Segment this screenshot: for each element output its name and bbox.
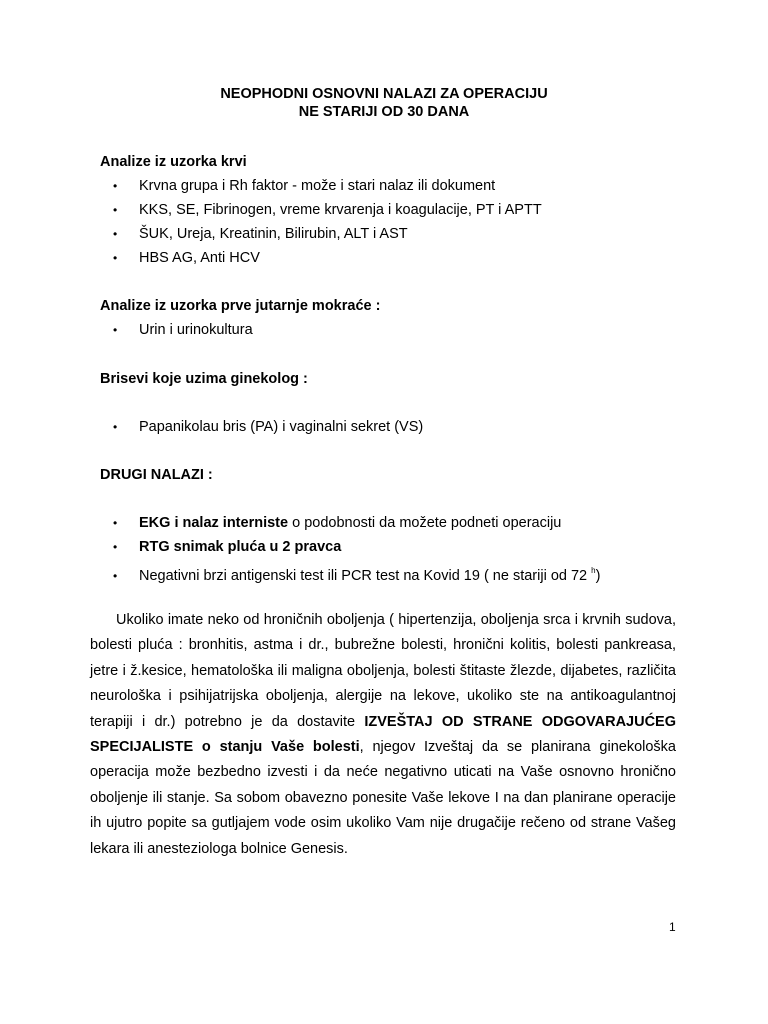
bullet-icon: • bbox=[113, 540, 118, 554]
list-item-bold-text: RTG snimak pluća u 2 pravca bbox=[139, 539, 342, 555]
list-item-text: Negativni brzi antigenski test ili PCR test na Kovid 19 ( ne stariji od 72 bbox=[139, 568, 592, 584]
list-item bbox=[113, 321, 253, 339]
document-title-line-2: NE STARIJI OD 30 DANA bbox=[298, 104, 470, 120]
urine-analysis-heading: Analize iz uzorka prve jutarnje mokraće : bbox=[100, 298, 381, 314]
list-item-text: o podobnosti da možete podneti operaciju bbox=[288, 515, 562, 531]
list-item-text: Urin i urinokultura bbox=[139, 322, 253, 338]
list-item-text-end: ) bbox=[595, 568, 601, 584]
bullet-icon: • bbox=[113, 203, 118, 217]
chronic-conditions-paragraph bbox=[90, 608, 676, 862]
bullet-icon: • bbox=[113, 516, 118, 530]
list-item bbox=[113, 201, 542, 219]
paragraph-text-continued: , njegov Izveštaj da se planirana ginekološka operacija može bezbedno izvesti i da neće negativno uticati na Vaše osnovno hronično oboljenje ili stanje. Sa sobom obavezno ponesite Vaše lekove I na dan planirane operacije ih ujutro popite sa gutljajem vode osim ukoliko Vam nije drugačije rečeno od strane Vašeg lekara ili anesteziologa bolnice Genesis. bbox=[90, 739, 676, 857]
list-item-text: Papanikolau bris (PA) i vaginalni sekret (VS) bbox=[139, 419, 424, 435]
list-item bbox=[113, 177, 495, 195]
other-findings-heading: DRUGI NALAZI : bbox=[100, 467, 213, 483]
bullet-icon: • bbox=[113, 227, 118, 241]
list-item-text: KKS, SE, Fibrinogen, vreme krvarenja i koagulacije, PT i APTT bbox=[139, 202, 542, 218]
list-item bbox=[113, 514, 561, 532]
swabs-heading: Brisevi koje uzima ginekolog : bbox=[100, 371, 308, 387]
bullet-icon: • bbox=[113, 569, 118, 583]
list-item bbox=[113, 562, 600, 585]
paragraph-text: Ukoliko imate neko od hroničnih oboljenja ( hipertenzija, oboljenja srca i krvnih sudova, bolesti pluća : bronhitis, astma i dr., bubrežne bolesti, hronični kolitis, bolesti pankreasa, jetre i ž.kesice, hematološka ili maligna oboljenja, bolesti štitaste žlezde, dijabetes, različita neurološka i psihijatrijska oboljenja, alergije na lekove, ukoliko ste na antikoagulantnoj terapiji i dr.) potrebno je da dostavite bbox=[90, 612, 676, 730]
list-item bbox=[113, 418, 423, 436]
bullet-icon: • bbox=[113, 420, 118, 434]
bullet-icon: • bbox=[113, 323, 118, 337]
list-item-bold-text: EKG i nalaz interniste bbox=[139, 515, 289, 531]
blood-analysis-heading: Analize iz uzorka krvi bbox=[100, 154, 247, 170]
list-item bbox=[113, 249, 260, 267]
page-number: 1 bbox=[669, 920, 676, 934]
list-item-text: ŠUK, Ureja, Kreatinin, Bilirubin, ALT i AST bbox=[139, 226, 408, 242]
superscript-hours: h bbox=[591, 566, 596, 575]
bullet-icon: • bbox=[113, 251, 118, 265]
list-item bbox=[113, 225, 408, 243]
list-item-text: Krvna grupa i Rh faktor - može i stari nalaz ili dokument bbox=[139, 178, 496, 194]
bullet-icon: • bbox=[113, 179, 118, 193]
document-title-line-1: NEOPHODNI OSNOVNI NALAZI ZA OPERACIJU bbox=[220, 86, 548, 102]
list-item-text: HBS AG, Anti HCV bbox=[139, 250, 260, 266]
list-item bbox=[113, 538, 341, 556]
paragraph-bold-text: IZVEŠTAJ OD STRANE ODGOVARAJUĆEG SPECIJALISTE o stanju Vaše bolesti bbox=[90, 713, 676, 756]
